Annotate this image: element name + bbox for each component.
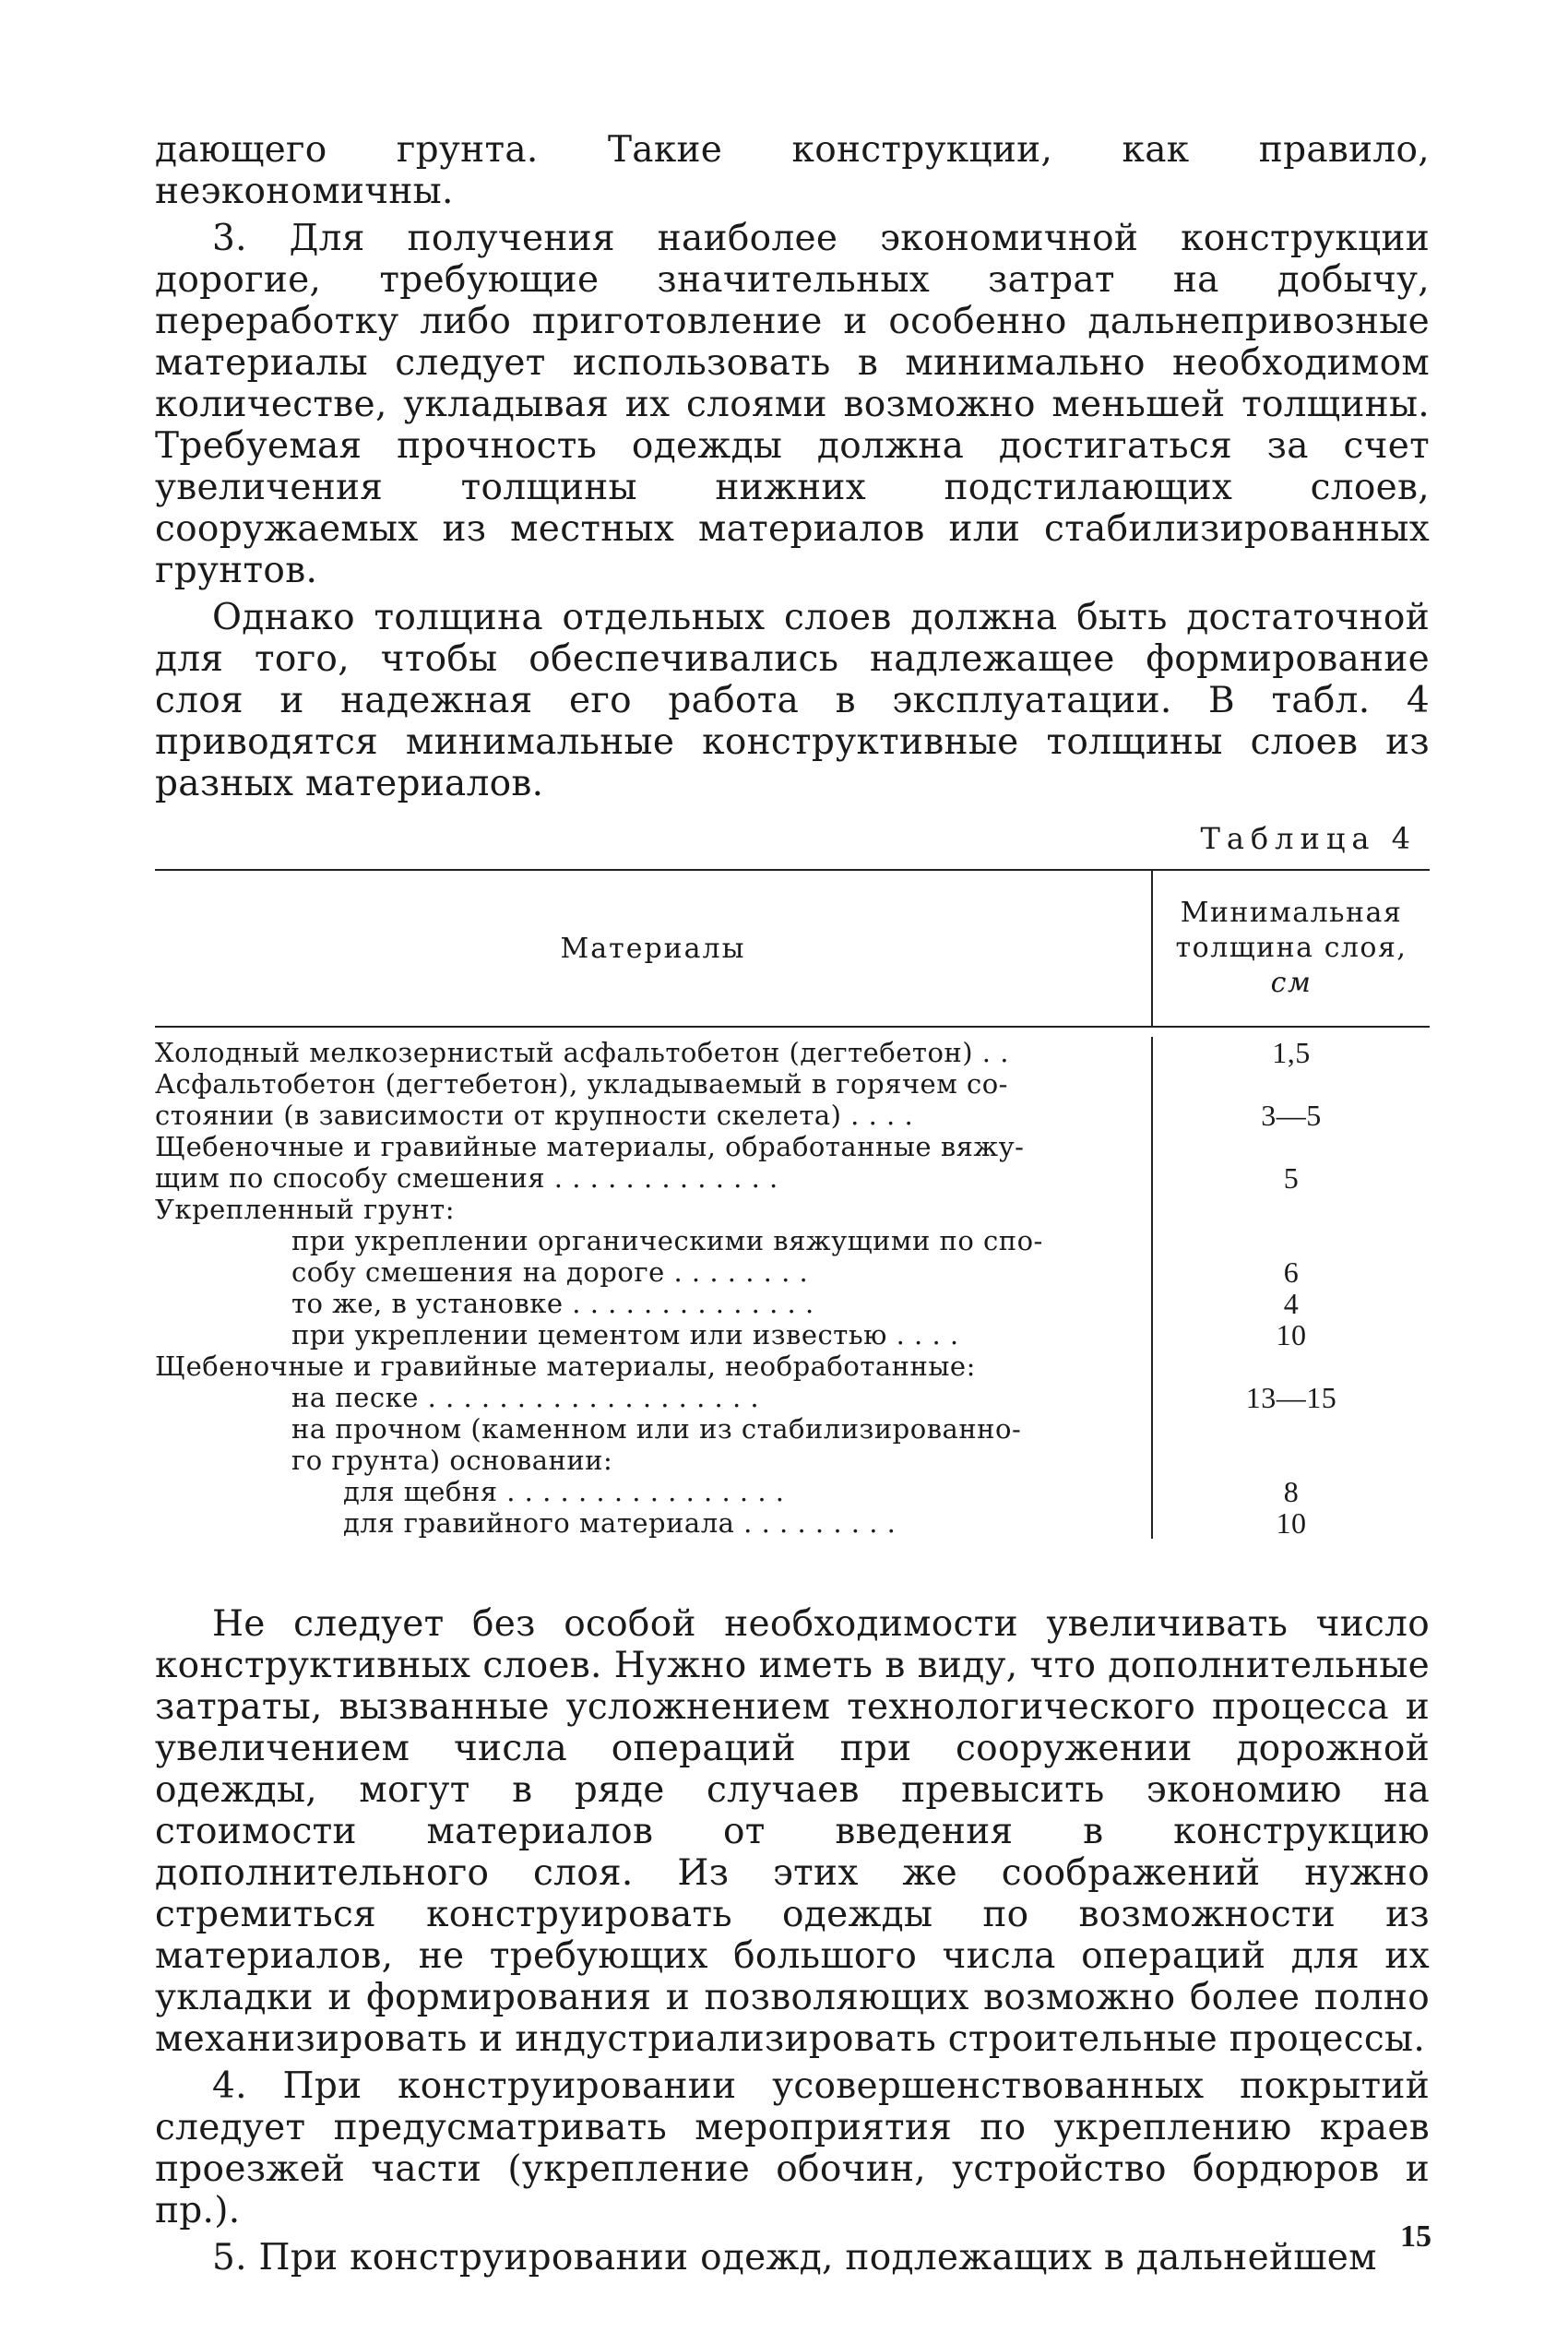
row-material: щим по способу смешения . . . . . . . . . . . . . bbox=[155, 1162, 1153, 1194]
table-row bbox=[155, 1413, 1430, 1445]
row-material: Укрепленный грунт: bbox=[155, 1194, 1153, 1225]
table-row bbox=[155, 1194, 1430, 1225]
body-after-table bbox=[155, 1603, 1430, 2278]
row-thickness bbox=[1153, 1068, 1430, 1100]
row-material: го грунта) основании: bbox=[155, 1445, 1153, 1476]
row-material: стоянии (в зависимости от крупности скелета) . . . . bbox=[155, 1100, 1153, 1131]
row-material: Щебеночные и гравийные материалы, обработанные вяжу- bbox=[155, 1131, 1153, 1162]
row-material: при укреплении цементом или известью . . . . bbox=[155, 1319, 1153, 1350]
table-4 bbox=[155, 869, 1430, 1539]
row-thickness bbox=[1153, 1445, 1430, 1476]
row-material: при укреплении органическими вяжущими по спо- bbox=[155, 1225, 1153, 1256]
row-thickness: 8 bbox=[1283, 1475, 1300, 1508]
table-row bbox=[155, 1100, 1430, 1131]
table-row bbox=[155, 1068, 1430, 1100]
table-row bbox=[155, 1225, 1430, 1256]
table-row bbox=[155, 1382, 1430, 1413]
table-caption: Таблица 4 bbox=[1200, 821, 1417, 856]
row-thickness bbox=[1153, 1350, 1430, 1382]
row-thickness: 1,5 bbox=[1272, 1036, 1311, 1069]
header-thickness bbox=[1153, 871, 1430, 1026]
table-row bbox=[155, 1319, 1430, 1350]
row-material: для щебня . . . . . . . . . . . . . . . . bbox=[155, 1476, 1153, 1507]
header-thickness-unit: см bbox=[1270, 967, 1313, 999]
table-header-rule bbox=[155, 1026, 1430, 1028]
row-thickness: 5 bbox=[1283, 1161, 1300, 1195]
row-thickness: 13—15 bbox=[1245, 1381, 1337, 1414]
table-row bbox=[155, 1037, 1430, 1068]
paragraph-thickness-note: Однако толщина отдельных слоев должна быть достаточной для того, чтобы обеспечивались надлежащее формирование слоя и надежная его работа в эксплуатации. В табл. 4 приводятся минимальные конструктивные толщины слоев из разных материалов. bbox=[155, 597, 1430, 804]
page-body bbox=[155, 129, 1430, 2284]
table-row bbox=[155, 1288, 1430, 1319]
row-material: то же, в установке . . . . . . . . . . . . . . bbox=[155, 1288, 1153, 1319]
row-material: Асфальтобетон (дегтебетон), укладываемый в горячем со- bbox=[155, 1068, 1153, 1100]
header-thickness-line1: Минимальная bbox=[1180, 897, 1403, 929]
table-body bbox=[155, 1037, 1430, 1539]
header-materials: Материалы bbox=[155, 871, 1153, 1026]
table-row bbox=[155, 1445, 1430, 1476]
row-thickness bbox=[1153, 1225, 1430, 1256]
row-material: на прочном (каменном или из стабилизированно- bbox=[155, 1413, 1153, 1445]
row-thickness bbox=[1153, 1413, 1430, 1445]
row-thickness bbox=[1153, 1131, 1430, 1162]
row-thickness: 4 bbox=[1283, 1287, 1300, 1320]
row-material: для гравийного материала . . . . . . . . . bbox=[155, 1507, 1153, 1539]
table-row bbox=[155, 1256, 1430, 1288]
row-material: на песке . . . . . . . . . . . . . . . . . . . bbox=[155, 1382, 1153, 1413]
row-thickness: 10 bbox=[1276, 1318, 1307, 1351]
paragraph-layers-note: Не следует без особой необходимости увеличивать число конструктивных слоев. Нужно иметь в виду, что дополнительные затраты, вызванные усложнением технологического процесса и увеличением числа операций при сооружении дорожной одежды, могут в ряде случаев превысить экономию на стоимости материалов от введения в конструкцию дополнительного слоя. Из этих же соображений нужно стремиться конструировать одежды по возможности из материалов, не требующих большого числа операций для их укладки и формирования и позволяющих возможно более полно механизировать и индустриализировать строительные процессы. bbox=[155, 1603, 1430, 2060]
row-thickness: 6 bbox=[1283, 1255, 1300, 1289]
row-thickness: 10 bbox=[1276, 1506, 1307, 1540]
header-thickness-line2: толщина слоя, bbox=[1175, 932, 1408, 964]
row-material: Холодный мелкозернистый асфальтобетон (дегтебетон) . . bbox=[155, 1037, 1153, 1068]
table-row bbox=[155, 1476, 1430, 1507]
table-row bbox=[155, 1507, 1430, 1539]
paragraph-continuation: дающего грунта. Такие конструкции, как правило, неэкономичны. bbox=[155, 129, 1430, 212]
table-row bbox=[155, 1350, 1430, 1382]
paragraph-item-3: 3. Для получения наиболее экономичной конструкции дорогие, требующие значительных затрат на добычу, переработку либо приготовление и особенно дальнепривозные материалы следует использовать в минимально необходимом количестве, укладывая их слоями возможно меньшей толщины. Требуемая прочность одежды должна достигаться за счет увеличения толщины нижних подстилающих слоев, сооружаемых из местных материалов или стабилизированных грунтов. bbox=[155, 218, 1430, 591]
paragraph-item-4: 4. При конструировании усовершенствованных покрытий следует предусматривать мероприятия по укреплению краев проезжей части (укрепление обочин, устройство бордюров и пр.). bbox=[155, 2065, 1430, 2231]
paragraph-item-5: 5. При конструировании одежд, подлежащих в дальнейшем bbox=[212, 2237, 1377, 2278]
page-number: 15 bbox=[1400, 2219, 1431, 2254]
row-material: Щебеночные и гравийные материалы, необработанные: bbox=[155, 1350, 1153, 1382]
table-row bbox=[155, 1131, 1430, 1162]
row-thickness: 3—5 bbox=[1261, 1099, 1322, 1132]
table-row bbox=[155, 1162, 1430, 1194]
row-thickness bbox=[1153, 1194, 1430, 1225]
row-material: собу смешения на дороге . . . . . . . . bbox=[155, 1256, 1153, 1288]
table-header bbox=[155, 871, 1430, 1026]
